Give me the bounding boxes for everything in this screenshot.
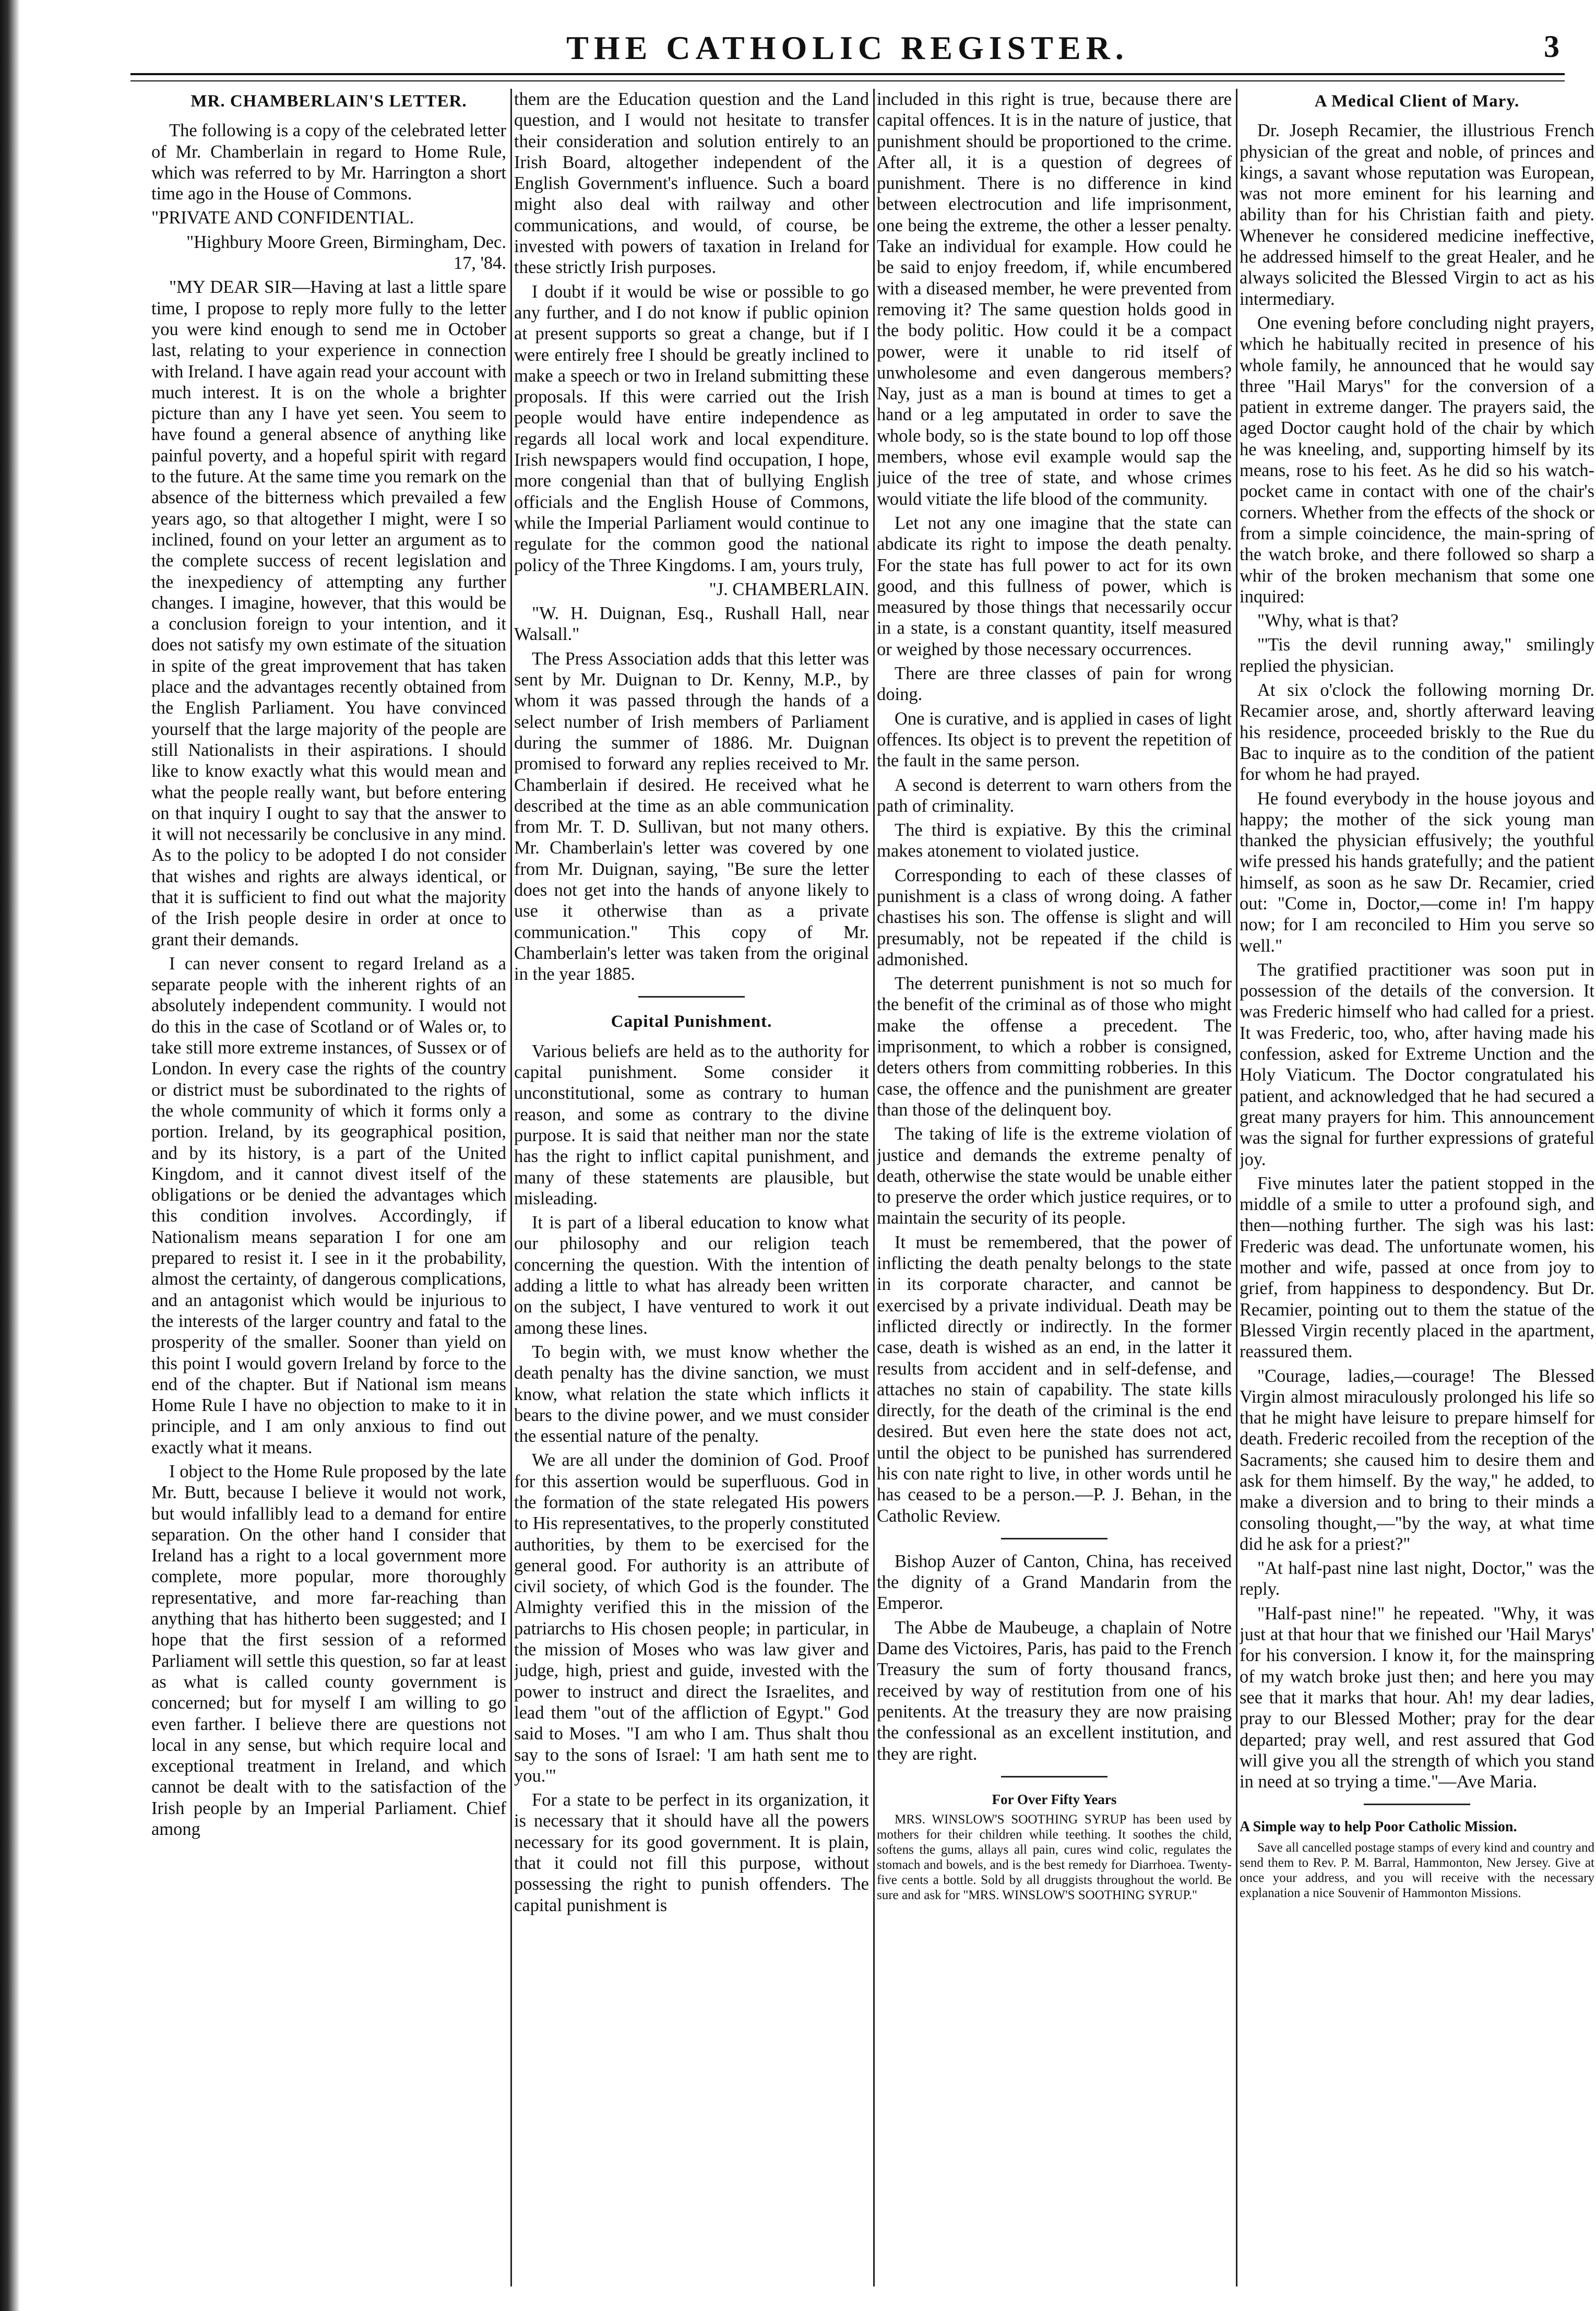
paragraph: The deterrent punishment is not so much for the benefit of the criminal as of those who might make the offense a precedent. The imprisonment, to which a robber is consigned, deters others from committing robberies. In this case, the offence and the punishment are greater than those of the delinquent boy.: [877, 974, 1232, 1120]
paragraph: I doubt if it would be wise or possible to go any further, and I do not know if public opinion at present supports so great a change, but if I were entirely free I should be greatly inclined to make a speech or two in Ireland submitting these proposals. If this were carried out the Irish people would have entire independence as regards all local work and local expenditure. Irish newspapers would find occupation, I hope, more congenial than that of bullying English officials and the English House of Commons, while the Imperial Parliament would continue to regulate for the common good the national policy of the Three Kingdoms. I am, yours truly,: [514, 281, 869, 575]
divider: [1001, 1538, 1107, 1539]
advertisement-text: Save all cancelled postage stamps of every kind and country and send them to Rev. P. M. Barral, Hammonton, New Jersey. Give at once your address, and you will receive with the necessary explanation a nice Souvenir of Hammonton Missions.: [1240, 1840, 1594, 1900]
paragraph: Various beliefs are held as to the authority for capital punishment. Some consider it unconstitutional, some as contrary to human reason, and some as contrary to the divine purpose. It is said that neither man nor the state has the right to inflict capital punishment, and many of these statements are plausible, but misleading.: [514, 1041, 869, 1208]
paragraph: "PRIVATE AND CONFIDENTIAL.: [151, 208, 414, 228]
paragraph: Five minutes later the patient stopped in the middle of a smile to utter a profound sigh, and then—nothing further. The sigh was his last: Frederic was dead. The unfortunate women, his mother and wife, passed at once from joy to grief, from happiness to despondency. But Dr. Recamier, pointing out to them the statue of the Blessed Virgin recently placed in the apartment, reassured them.: [1240, 1173, 1594, 1362]
paragraph: For a state to be perfect in its organization, it is necessary that it should have all the powers necessary for its good government. It is plain, that it could not fill this purpose, without possessing the right to punish offenders. The capital punishment is: [514, 1790, 869, 1915]
advertisement-title: A Simple way to help Poor Catholic Mission.: [1240, 1819, 1517, 1835]
header-rule: [130, 73, 1565, 81]
paragraph: One evening before concluding night prayers, which he habitually recited in presence of his whole family, he announced that he would say three "Hail Marys" for the conversion of a patient in extreme danger. The prayers said, the aged Doctor caught hold of the chair by which he was kneeling, and, supporting himself by its means, rose to his feet. As he did so his watch-pocket came in contact with one of the chair's corners. Whether from the effects of the shock or from a simple coincidence, the main-spring of the watch broke, and there followed so sharp a whir of the broken mechanism that some one inquired:: [1240, 313, 1594, 607]
paragraph: At six o'clock the following morning Dr. Recamier arose, and, shortly afterward leaving his residence, proceeded briskly to the Rue du Bac to inquire as to the condition of the patient for whom he had prayed.: [1240, 680, 1594, 785]
paragraph: Dr. Joseph Recamier, the illustrious French physician of the great and noble, of princes and kings, a savant whose reputation was European, was not more eminent for his learning and ability than for his Christian faith and piety. Whenever he considered medicine ineffective, he addressed himself to the great Healer, and he always solicited the Blessed Virgin to act as his intermediary.: [1240, 121, 1594, 309]
paragraph: Let not any one imagine that the state can abdicate its right to impose the death penalty. For the state has full power to act for its own good, and this fullness of power, which is measured by those things that necessarily occur in a state, is a constant quantity, itself measured or weighed by those necessary occurrences.: [877, 513, 1232, 659]
paragraph: It must be remembered, that the power of inflicting the death penalty belongs to the state in its corporate character, and cannot be exercised by a private individual. Death may be inflicted directly or indirectly. In the former case, death is wished as an end, in the latter it results from accident and in self-defense, and attaches no stain of capability. The state kills directly, for the death of the criminal is the end desired. But even here the state does not act, until the object to be punished has surrendered his con nate right to live, in other words until he has ceased to be a person.—P. J. Behan, in the Catholic Review.: [877, 1232, 1232, 1526]
advertisement-text: MRS. WINSLOW'S SOOTHING SYRUP has been used by mothers for their children while teething. It soothes the child, softens the gums, allays all pain, cures wind colic, regulates the stomach and bowels, and is the best remedy for Diarrhoea. Twenty-five cents a bottle. Sold by all druggists throughout the world. Be sure and ask for "MRS. WINSLOW'S SOOTHING SYRUP.": [877, 1812, 1232, 1903]
column-rule: [1236, 89, 1237, 2286]
divider: [1364, 1804, 1470, 1805]
signature: "J. CHAMBERLAIN.: [709, 579, 869, 599]
column-rule: [873, 89, 875, 2286]
paragraph: There are three classes of pain for wrong doing.: [877, 663, 1232, 705]
masthead: THE CATHOLIC REGISTER.: [566, 29, 1129, 66]
addressee: "W. H. Duignan, Esq., Rushall Hall, near Walsall.": [514, 603, 869, 645]
news-item: Bishop Auzer of Canton, China, has received the dignity of a Grand Mandarin from the Emperor.: [877, 1551, 1232, 1614]
paragraph: "MY DEAR SIR—Having at last a little spare time, I propose to reply more fully to the letter you were kind enough to send me in October last, relating to your experience in connection with Ireland. I have again read your account with much interest. It is on the whole a brighter picture than any I have yet seen. You seem to have found a general absence of anything like painful poverty, and a hopeful spirit with regard to the future. At the same time you remark on the absence of the bitterness which prevailed a few years ago, so that altogether I might, were I so inclined, found on your letter an argument as to the complete success of recent legislation and the inexpediency of attempting any further changes. I imagine, however, that this would be a conclusion foreign to your intention, and it does not satisfy my own estimate of the situation in spite of the great improvement that has taken place and the advantages recently obtained from the English Parliament. You have convinced yourself that the large majority of the people are still Nationalists in their aspirations. I should like to know exactly what this would mean and what the people really want, but before entering on that inquiry I ought to say that the answer to it will not necessarily be conclusive in any mind. As to the policy to be adopted I do not consider that wishes and rights are always identical, or that it is sufficient to find out what the majority of the Irish people desire in order at once to grant their demands.: [151, 277, 506, 950]
scan-edge: [0, 0, 20, 2311]
paragraph: To begin with, we must know whether the death penalty has the divine sanction, we must know, what relation the state which inflicts it bears to the divine power, and we must consider the essential nature of the penalty.: [514, 1342, 869, 1447]
column-1: [151, 89, 506, 2286]
article-title: MR. CHAMBERLAIN'S LETTER.: [190, 92, 467, 111]
paragraph: "Why, what is that?: [1257, 611, 1399, 631]
column-2: [514, 89, 869, 2286]
paragraph: One is curative, and is applied in cases of light offences. Its object is to prevent the repetition of the fault in the same person.: [877, 708, 1232, 771]
paragraph: The following is a copy of the celebrated letter of Mr. Chamberlain in regard to Home Rule, which was referred to by Mr. Harrington a short time ago in the House of Commons.: [151, 121, 506, 204]
advertisement-title: For Over Fifty Years: [992, 1791, 1117, 1807]
page-number: 3: [1544, 29, 1559, 64]
paragraph: The taking of life is the extreme violation of justice and demands the extreme penalty of death, otherwise the state would be unable either to preserve the order which justice requires, or to maintain the security of its people.: [877, 1124, 1232, 1228]
paragraph: The third is expiative. By this the criminal makes atonement to violated justice.: [877, 820, 1232, 861]
paragraph: Corresponding to each of these classes of punishment is a class of wrong doing. A father chastises his son. The offense is slight and will presumably, not be repeated if the child is admonished.: [877, 865, 1232, 969]
page-header: [130, 23, 1565, 70]
divider: [1001, 1776, 1107, 1777]
paragraph: A second is deterrent to warn others from the path of criminality.: [877, 775, 1232, 816]
divider: [638, 996, 745, 998]
paragraph: I object to the Home Rule proposed by the late Mr. Butt, because I believe it would not work, but would infallibly lead to a demand for entire separation. On the other hand I consider that Ireland has a right to a local government more complete, more popular, more thoroughly representative, and more far-reaching than anything that has hitherto been suggested; and I hope that the first session of a reformed Parliament will settle this question, so far at least as what is called county government is concerned; but for myself I am willing to go even farther. I believe there are questions not local in any sense, but which require local and exceptional treatment in Ireland, and which cannot be dealt with to the satisfaction of the Irish people by an Imperial Parliament. Chief among: [151, 1462, 506, 1840]
paragraph: "Half-past nine!" he repeated. "Why, it was just at that hour that we finished our 'Hail Marys' for his conversion. I know it, for the mainspring of my watch broke just then; and here you may see that it marks that hour. Ah! my dear ladies, pray to our Blessed Mother; pray for the dear departed; pray well, and rest assured that God will give you all the strength of which you stand in need at so trying a time."—Ave Maria.: [1240, 1603, 1594, 1792]
column-4: [1240, 89, 1594, 2286]
article-title: A Medical Client of Mary.: [1314, 92, 1520, 111]
paragraph: "Courage, ladies,—courage! The Blessed Virgin almost miraculously prolonged his life so that he might have leisure to prepare himself for death. Frederic recoiled from the reception of the Sacraments; she caused him to desire them and ask for them himself. By the way," he added, to make a diversion and to bring to their minds a consoling thought,—"by the way, at what time did he ask for a priest?": [1240, 1366, 1594, 1554]
paragraph: I can never consent to regard Ireland as a separate people with the inherent rights of an absolutely independent community. I would not do this in the case of Scotland or of Wales or, to take still more extreme instances, of Sussex or of London. In every case the rights of the country or district must be subordinated to the rights of the whole community of which it forms only a portion. Ireland, by its geographical position, and by its history, is a part of the United Kingdom, and it cannot divest itself of the obligations or be denied the advantages which this condition involves. Accordingly, if Nationalism means separation I for one am prepared to resist it. I see in it the probability, almost the certainty, of dangerous complications, and an antagonist which would be injurious to the interests of the larger country and fatal to the prosperity of the smaller. Sooner than yield on this point I would govern Ireland by force to the end of the chapter. But if National ism means Home Rule I have no objection to make to it in principle, and I am only anxious to find out exactly what it means.: [151, 953, 506, 1457]
news-item: The Abbe de Maubeuge, a chaplain of Notre Dame des Victoires, Paris, has paid to the French Treasury the sum of forty thousand francs, received by way of restitution from one of his penitents. At the treasury they are now praising the confessional as an excellent institution, and they are right.: [877, 1617, 1232, 1764]
paragraph: It is part of a liberal education to know what our philosophy and our religion teach concerning the question. With the intention of adding a little to what has already been written on the subject, I have ventured to work it out among these lines.: [514, 1213, 869, 1338]
paragraph: "At half-past nine last night, Doctor," was the reply.: [1240, 1558, 1594, 1599]
paragraph: The gratified practitioner was soon put in possession of the details of the conversion. It was Frederic himself who had called for a priest. It was Frederic, too, who, after having made his confession, asked for Extreme Unction and the Holy Viaticum. The Doctor congratulated his patient, and acknowledged that he had secured a great many prayers for him. This announcement was the signal for further expressions of grateful joy.: [1240, 959, 1594, 1169]
paragraph: them are the Education question and the Land question, and I would not hesitate to transfer their consideration and solution entirely to an Irish Board, altogether independent of the English Government's influence. Such a board might also deal with railway and other communications, and would, of course, be invested with powers of taxation in Ireland for these strictly Irish purposes.: [514, 89, 869, 278]
dateline: "Highbury Moore Green, Birmingham, Dec. 17, '84.: [186, 232, 506, 274]
article-title: Capital Punishment.: [611, 1012, 772, 1032]
paragraph: He found everybody in the house joyous and happy; the mother of the sick young man thanked the physician effusively; the youthful wife pressed his hands gratefully; and the patient himself, as soon as he saw Dr. Recamier, cried out: "Come in, Doctor,—come in! I'm happy now; for I am reconciled to Him you serve so well.": [1240, 788, 1594, 956]
paragraph: The Press Association adds that this letter was sent by Mr. Duignan to Dr. Kenny, M.P., by whom it was passed through the hands of a select number of Irish members of Parliament during the summer of 1886. Mr. Duignan promised to forward any replies received to Mr. Chamberlain if desired. He received what he described at the time as an able communication from Mr. T. D. Sullivan, but not many others. Mr. Chamberlain's letter was covered by one from Mr. Duignan, saying, "Be sure the letter does not get into the hands of anyone likely to use it otherwise than as a private communication." This copy of Mr. Chamberlain's letter was taken from the original in the year 1885.: [514, 648, 869, 985]
column-3: [877, 89, 1232, 2286]
paragraph: "'Tis the devil running away," smilingly replied the physician.: [1240, 635, 1594, 676]
column-rule: [510, 89, 512, 2286]
paragraph: We are all under the dominion of God. Proof for this assertion would be superfluous. God in the formation of the state relegated His powers to His representatives, to the properly constituted authorities, by them to be exercised for the general good. For authority is an attribute of civil society, of which God is the founder. The Almighty verified this in the mission of the patriarchs to His chosen people; in particular, in the mission of Moses who was law giver and judge, high, priest and guide, invested with the power to instruct and direct the Israelites, and lead them "out of the affliction of Egypt." God said to Moses. "I am who I am. Thus shalt thou say to the sons of Israel: 'I am hath sent me to you.'": [514, 1450, 869, 1786]
paragraph: included in this right is true, because there are capital offences. It is in the nature of justice, that punishment should be proportioned to the crime. After all, it is a question of degrees of punishment. There is no difference in kind between electrocution and life imprisonment, one being the extreme, the other a lesser penalty. Take an individual for example. How could he be said to enjoy freedom, if, while encumbered with a diseased member, he were prevented from removing it? The same question holds good in the body politic. How could it be a compact power, were it unable to rid itself of unwholesome and even dangerous members? Nay, just as a man is bound at times to get a hand or a leg amputated in order to save the whole body, so is the state bound to lop off those members, whose evil example would sap the juice of the tree of state, and whose crimes would vitiate the life blood of the community.: [877, 89, 1232, 509]
